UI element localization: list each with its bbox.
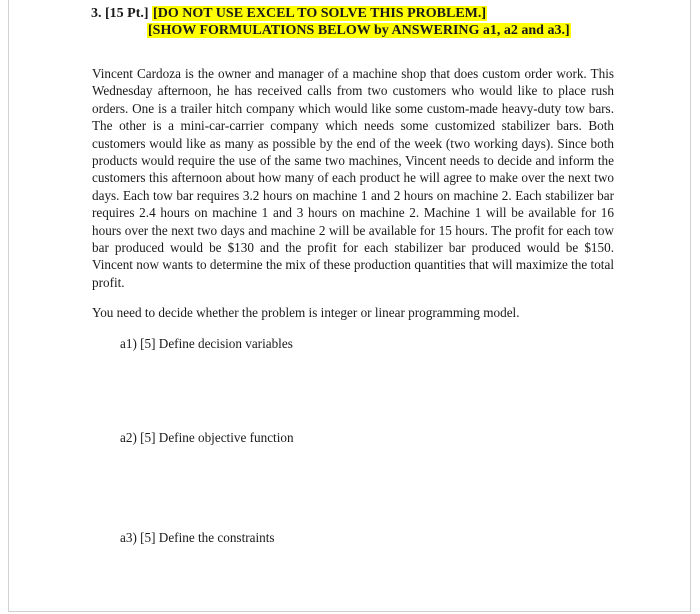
- question-a3: a3) [5] Define the constraints: [120, 530, 275, 545]
- question-number: 3. [15 Pt.]: [91, 6, 149, 21]
- instruction-show-formulations: [SHOW FORMULATIONS BELOW by ANSWERING a1, a2 and a3.]: [148, 23, 570, 38]
- question-a2: a2) [5] Define objective function: [120, 430, 294, 445]
- problem-statement: Vincent Cardoza is the owner and manager of a machine shop that does custom order work. This Wednesday afternoon, he has received calls from two customers who would like to place rush orders. One is a trailer hitch company which would like some custom-made heavy-duty tow bars. The other is a mini-car-carrier company which needs some customized stabilizer bars. Both customers would like as many as possible by the end of the week (two working days). Since both products would require the use of the same two machines, Vincent needs to decide and inform the customers this afternoon about how many of each product he will agree to make over the next two days. Each tow bar requires 3.2 hours on machine 1 and 2 hours on machine 2. Each stabilizer bar requires 2.4 hours on machine 1 and 3 hours on machine 2. Machine 1 will be available for 16 hours over the next two days and machine 2 will be available for 15 hours. The profit for each tow bar produced would be $130 and the profit for each stabilizer bar produced would be $150. Vincent now wants to determine the mix of these production quantities that will maximize the total profit.: [92, 66, 614, 290]
- question-a1: a1) [5] Define decision variables: [120, 336, 293, 351]
- question-header: [91, 5, 570, 38]
- model-type-note: You need to decide whether the problem is integer or linear programming model.: [92, 305, 520, 320]
- instruction-no-excel: [DO NOT USE EXCEL TO SOLVE THIS PROBLEM.]: [153, 6, 487, 21]
